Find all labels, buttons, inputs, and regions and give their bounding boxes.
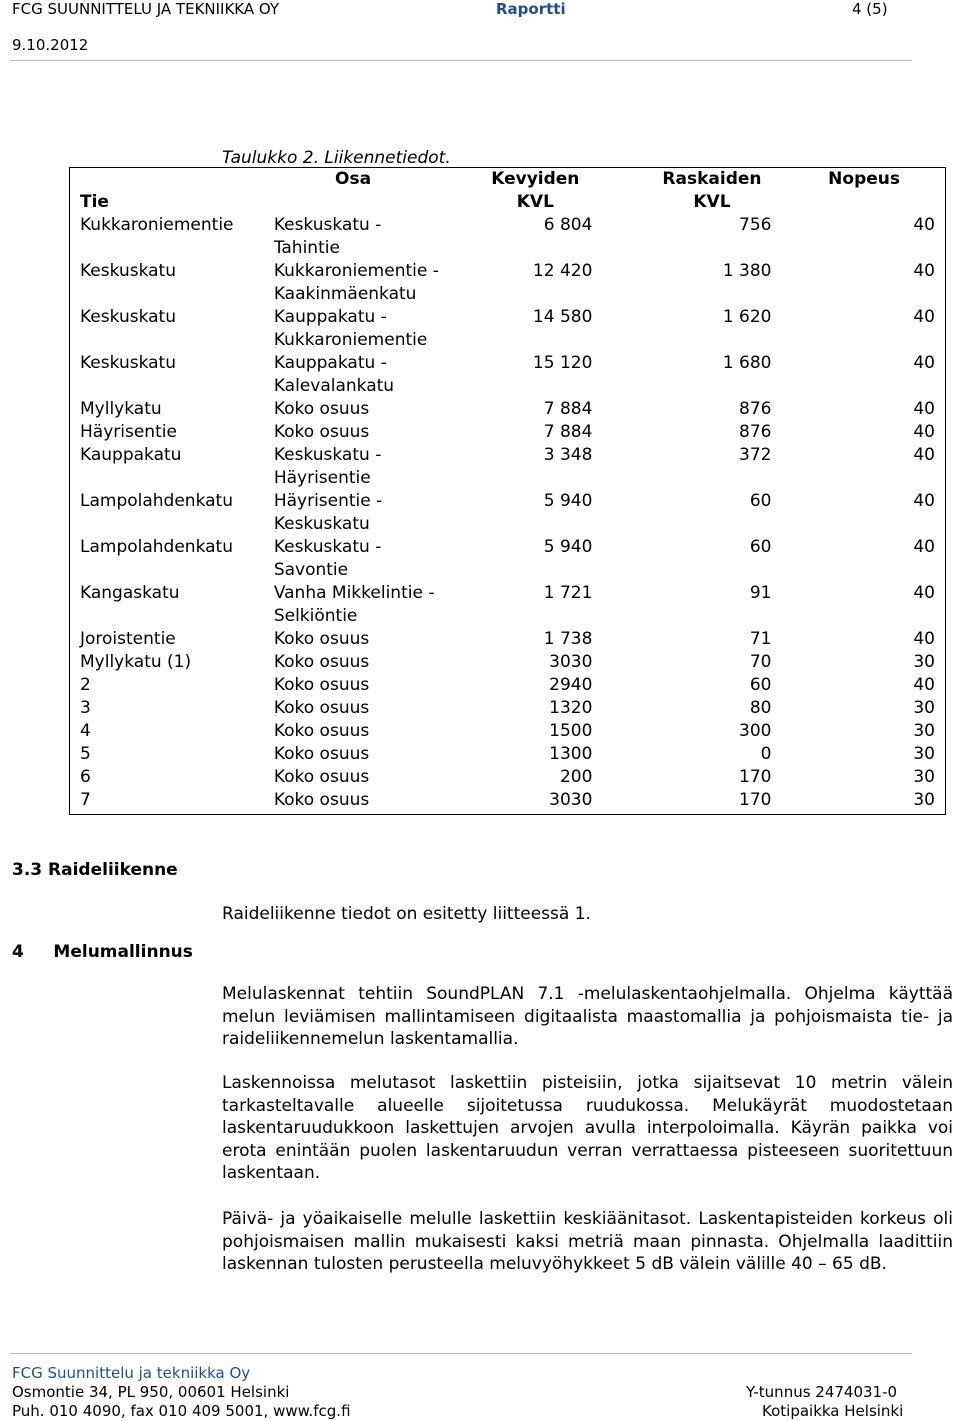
- cell-nopeus: 40: [913, 261, 935, 281]
- cell-kevyiden: 3030: [549, 790, 593, 810]
- cell-tie: Keskuskatu: [80, 353, 176, 373]
- cell-tie: Myllykatu (1): [80, 652, 192, 672]
- cell-osa: Keskuskatu - Savontie: [273, 537, 382, 580]
- table-row: [70, 306, 946, 352]
- cell-osa: Koko osuus: [273, 790, 370, 810]
- cell-nopeus: 40: [913, 629, 935, 649]
- cell-kevyiden: 6 804: [543, 215, 593, 235]
- col-header-osa: Osa: [335, 169, 372, 189]
- footer-address: Osmontie 34, PL 950, 00601 Helsinki: [12, 1383, 290, 1401]
- table-row: [70, 421, 946, 444]
- cell-kevyiden: 3030: [549, 652, 593, 672]
- cell-nopeus: 40: [913, 422, 935, 442]
- footer-kotipaikka: Kotipaikka Helsinki: [762, 1402, 904, 1420]
- cell-raskaiden: 1 620: [722, 307, 772, 327]
- cell-nopeus: 30: [913, 767, 935, 787]
- cell-kevyiden: 1500: [549, 721, 593, 741]
- cell-osa: Kauppakatu - Kukkaroniementie: [273, 307, 428, 350]
- cell-nopeus: 40: [913, 307, 935, 327]
- cell-kevyiden: 7 884: [543, 399, 593, 419]
- cell-osa: Koko osuus: [273, 675, 370, 695]
- table-row: [70, 536, 946, 582]
- cell-osa: Koko osuus: [273, 652, 370, 672]
- cell-nopeus: 40: [913, 537, 935, 557]
- cell-nopeus: 40: [913, 399, 935, 419]
- cell-kevyiden: 1 738: [543, 629, 593, 649]
- table-header-row: [70, 168, 946, 215]
- header-date: 9.10.2012: [12, 36, 89, 54]
- table-row: [70, 490, 946, 536]
- header-divider: [10, 60, 912, 61]
- cell-raskaiden: 300: [739, 721, 772, 741]
- cell-osa: Kukkaroniementie - Kaakinmäenkatu: [273, 261, 439, 304]
- col-header-nopeus: Nopeus: [828, 169, 900, 189]
- cell-tie: 2: [80, 675, 91, 695]
- table-row: [70, 697, 946, 720]
- cell-nopeus: 30: [913, 652, 935, 672]
- cell-kevyiden: 14 580: [532, 307, 593, 327]
- melumallinnus-paragraph-1: Melulaskennat tehtiin SoundPLAN 7.1 -melulaskentaohjelmalla. Ohjelma käyttää melun leviämisen mallintamiseen digitaalista maastomallia ja pohjoismaista tie- ja raideliikennemelun laskentamallia.: [222, 984, 953, 1049]
- footer-contact: Puh. 010 4090, fax 010 409 5001, www.fcg.fi: [12, 1402, 351, 1420]
- cell-osa: Häyrisentie - Keskuskatu: [273, 491, 383, 534]
- traffic-data-table: [69, 167, 946, 815]
- table-row: [70, 674, 946, 697]
- cell-kevyiden: 2940: [549, 675, 593, 695]
- cell-raskaiden: 0: [760, 744, 772, 764]
- cell-osa: Kauppakatu - Kalevalankatu: [273, 353, 395, 396]
- table-row: [70, 260, 946, 306]
- cell-nopeus: 40: [913, 353, 935, 373]
- cell-tie: Lampolahdenkatu: [80, 491, 233, 511]
- cell-kevyiden: 7 884: [543, 422, 593, 442]
- cell-tie: 5: [80, 744, 91, 764]
- cell-tie: 4: [80, 721, 91, 741]
- table-row: [70, 352, 946, 398]
- cell-nopeus: 40: [913, 491, 935, 511]
- cell-kevyiden: 1320: [549, 698, 593, 718]
- cell-raskaiden: 876: [739, 422, 772, 442]
- cell-nopeus: 30: [913, 721, 935, 741]
- cell-kevyiden: 1300: [549, 744, 593, 764]
- cell-tie: 3: [80, 698, 91, 718]
- table-row: [70, 789, 946, 815]
- cell-raskaiden: 70: [749, 652, 772, 672]
- cell-kevyiden: 5 940: [543, 537, 593, 557]
- cell-nopeus: 30: [913, 698, 935, 718]
- table-row: [70, 651, 946, 674]
- cell-tie: Kukkaroniementie: [80, 215, 234, 235]
- cell-nopeus: 40: [913, 675, 935, 695]
- cell-osa: Vanha Mikkelintie - Selkiöntie: [273, 583, 435, 626]
- raideliikenne-text: Raideliikenne tiedot on esitetty liitteessä 1.: [222, 904, 591, 924]
- cell-kevyiden: 15 120: [532, 353, 593, 373]
- cell-raskaiden: 60: [749, 491, 772, 511]
- cell-osa: Koko osuus: [273, 767, 370, 787]
- cell-tie: Kauppakatu: [80, 445, 182, 465]
- cell-raskaiden: 756: [739, 215, 772, 235]
- header-page-number: 4 (5): [852, 0, 888, 18]
- cell-osa: Koko osuus: [273, 721, 370, 741]
- table-row: [70, 582, 946, 628]
- cell-tie: 7: [80, 790, 91, 810]
- cell-tie: Häyrisentie: [80, 422, 177, 442]
- table-caption: Taulukko 2. Liikennetiedot.: [222, 148, 451, 168]
- cell-osa: Keskuskatu - Tahintie: [273, 215, 382, 258]
- section-heading-raideliikenne: 3.3 Raideliikenne: [12, 860, 178, 880]
- cell-kevyiden: 3 348: [543, 445, 593, 465]
- cell-raskaiden: 170: [739, 767, 772, 787]
- cell-raskaiden: 372: [739, 445, 772, 465]
- table-body: [70, 214, 946, 815]
- footer-ytunnus: Y-tunnus 2474031-0: [746, 1383, 898, 1401]
- cell-tie: Lampolahdenkatu: [80, 537, 233, 557]
- cell-raskaiden: 876: [739, 399, 772, 419]
- cell-tie: Myllykatu: [80, 399, 162, 419]
- cell-raskaiden: 1 380: [722, 261, 772, 281]
- melumallinnus-paragraph-3: Päivä- ja yöaikaiselle melulle laskettiin keskiäänitasot. Laskentapisteiden korkeus oli pohjoismaisen mallin mukaisesti kaksi metriä maan pinnasta. Ohjelmalla laadittiin laskennan tulosten perusteella meluvyöhykkeet 5 dB välein välille 40 – 65 dB.: [222, 1209, 953, 1274]
- cell-raskaiden: 1 680: [722, 353, 772, 373]
- header-doc-type: Raportti: [496, 0, 566, 18]
- cell-tie: Keskuskatu: [80, 261, 176, 281]
- col-header-raskaiden: Raskaiden KVL: [662, 169, 762, 212]
- cell-kevyiden: 200: [559, 767, 593, 787]
- cell-raskaiden: 60: [749, 675, 772, 695]
- cell-nopeus: 40: [913, 215, 935, 235]
- cell-raskaiden: 71: [749, 629, 772, 649]
- cell-osa: Koko osuus: [273, 629, 370, 649]
- cell-osa: Koko osuus: [273, 399, 370, 419]
- table-row: [70, 628, 946, 651]
- footer-company: FCG Suunnittelu ja tekniikka Oy: [12, 1364, 251, 1382]
- cell-osa: Koko osuus: [273, 422, 370, 442]
- cell-tie: 6: [80, 767, 91, 787]
- cell-tie: Keskuskatu: [80, 307, 176, 327]
- cell-nopeus: 40: [913, 583, 935, 603]
- section-heading-melumallinnus: 4 Melumallinnus: [12, 942, 193, 962]
- cell-tie: Kangaskatu: [80, 583, 180, 603]
- table-row: [70, 398, 946, 421]
- table-row: [70, 214, 946, 260]
- cell-kevyiden: 1 721: [543, 583, 593, 603]
- cell-nopeus: 30: [913, 790, 935, 810]
- cell-osa: Keskuskatu - Häyrisentie: [273, 445, 382, 488]
- cell-raskaiden: 60: [749, 537, 772, 557]
- cell-osa: Koko osuus: [273, 744, 370, 764]
- col-header-kevyiden: Kevyiden KVL: [491, 169, 580, 212]
- cell-kevyiden: 12 420: [532, 261, 593, 281]
- table-row: [70, 720, 946, 743]
- melumallinnus-paragraph-2: Laskennoissa melutasot laskettiin pisteisiin, jotka sijaitsevat 10 metrin välein tarkasteltavalle alueelle sijoitetussa ruudukossa. Melukäyrät muodostetaan laskentaruudukkoon laskettujen arvojen avulla interpoloimalla. Käyrän paikka voi erota enintään puolen laskentaruudun verran verrattaessa pisteeseen suoritettuun laskentaan.: [222, 1073, 953, 1183]
- col-header-tie: Tie: [80, 192, 109, 212]
- cell-kevyiden: 5 940: [543, 491, 593, 511]
- cell-nopeus: 40: [913, 445, 935, 465]
- cell-osa: Koko osuus: [273, 698, 370, 718]
- header-company: FCG SUUNNITTELU JA TEKNIIKKA OY: [12, 0, 280, 18]
- table-row: [70, 444, 946, 490]
- cell-nopeus: 30: [913, 744, 935, 764]
- cell-raskaiden: 80: [749, 698, 772, 718]
- cell-raskaiden: 170: [739, 790, 772, 810]
- cell-tie: Joroistentie: [80, 629, 176, 649]
- footer-divider: [10, 1353, 912, 1354]
- table-row: [70, 743, 946, 766]
- table-row: [70, 766, 946, 789]
- cell-raskaiden: 91: [749, 583, 772, 603]
